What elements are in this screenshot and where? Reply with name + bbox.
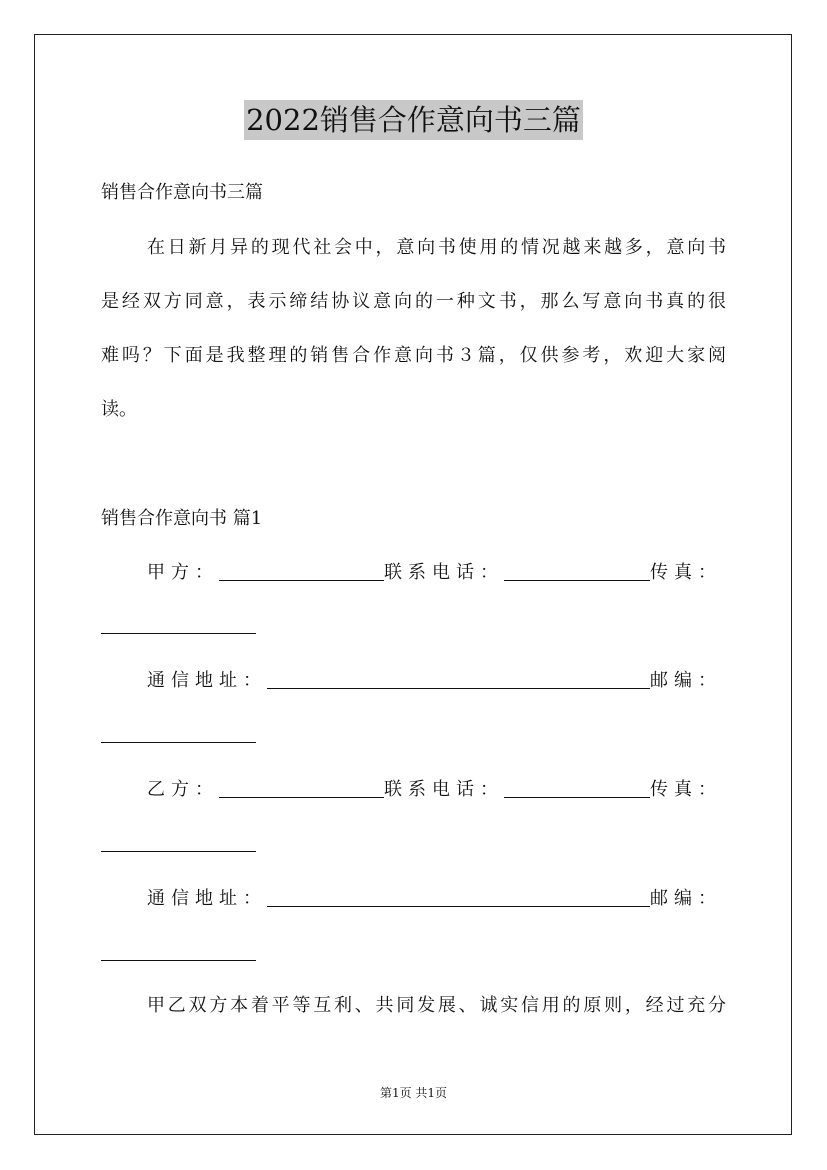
party-b-row [147,778,722,802]
party-b-address-label: 通信地址： [147,888,267,909]
party-a-phone-blank[interactable] [504,562,650,581]
party-a-address-blank[interactable] [267,670,650,689]
party-a-row [147,561,722,585]
intro-line-4: 读。 [101,399,137,420]
party-a-blank[interactable] [219,562,384,581]
section-heading: 销售合作意向书 篇1 [101,508,263,529]
intro-line-1: 在日新月异的现代社会中，意向书使用的情况越来越多，意向书 [147,237,726,258]
party-a-postcode-label: 邮编： [650,670,722,691]
party-b-phone-label: 联系电话： [384,779,504,800]
body-paragraph-line: 甲乙双方本着平等互利、共同发展、诚实信用的原则，经过充分 [147,995,726,1016]
party-b-postcode-label: 邮编： [650,888,722,909]
intro-line-3: 难吗？下面是我整理的销售合作意向书３篇，仅供参考，欢迎大家阅 [101,345,726,366]
party-a-fax-label: 传真： [650,562,722,583]
intro-line-2: 是经双方同意，表示缔结协议意向的一种文书，那么写意向书真的很 [101,291,726,312]
party-a-address-label: 通信地址： [147,670,267,691]
party-a-label: 甲方： [147,562,219,583]
party-a-fax-blank[interactable] [101,632,256,634]
party-a-address-row [147,669,722,693]
party-a-postcode-blank[interactable] [101,741,256,743]
document-subtitle: 销售合作意向书三篇 [101,182,263,203]
party-b-fax-blank[interactable] [101,850,256,852]
party-b-address-blank[interactable] [267,888,650,907]
page-footer: 第1页 共1页 [379,1086,448,1100]
party-a-phone-label: 联系电话： [384,562,504,583]
document-title: 2022销售合作意向书三篇 [244,100,583,140]
party-b-fax-label: 传真： [650,779,722,800]
party-b-address-row [147,887,722,911]
party-b-postcode-blank[interactable] [101,959,256,961]
title-container [0,100,827,140]
party-b-label: 乙方： [147,779,219,800]
party-b-phone-blank[interactable] [504,779,650,798]
party-b-blank[interactable] [219,779,384,798]
